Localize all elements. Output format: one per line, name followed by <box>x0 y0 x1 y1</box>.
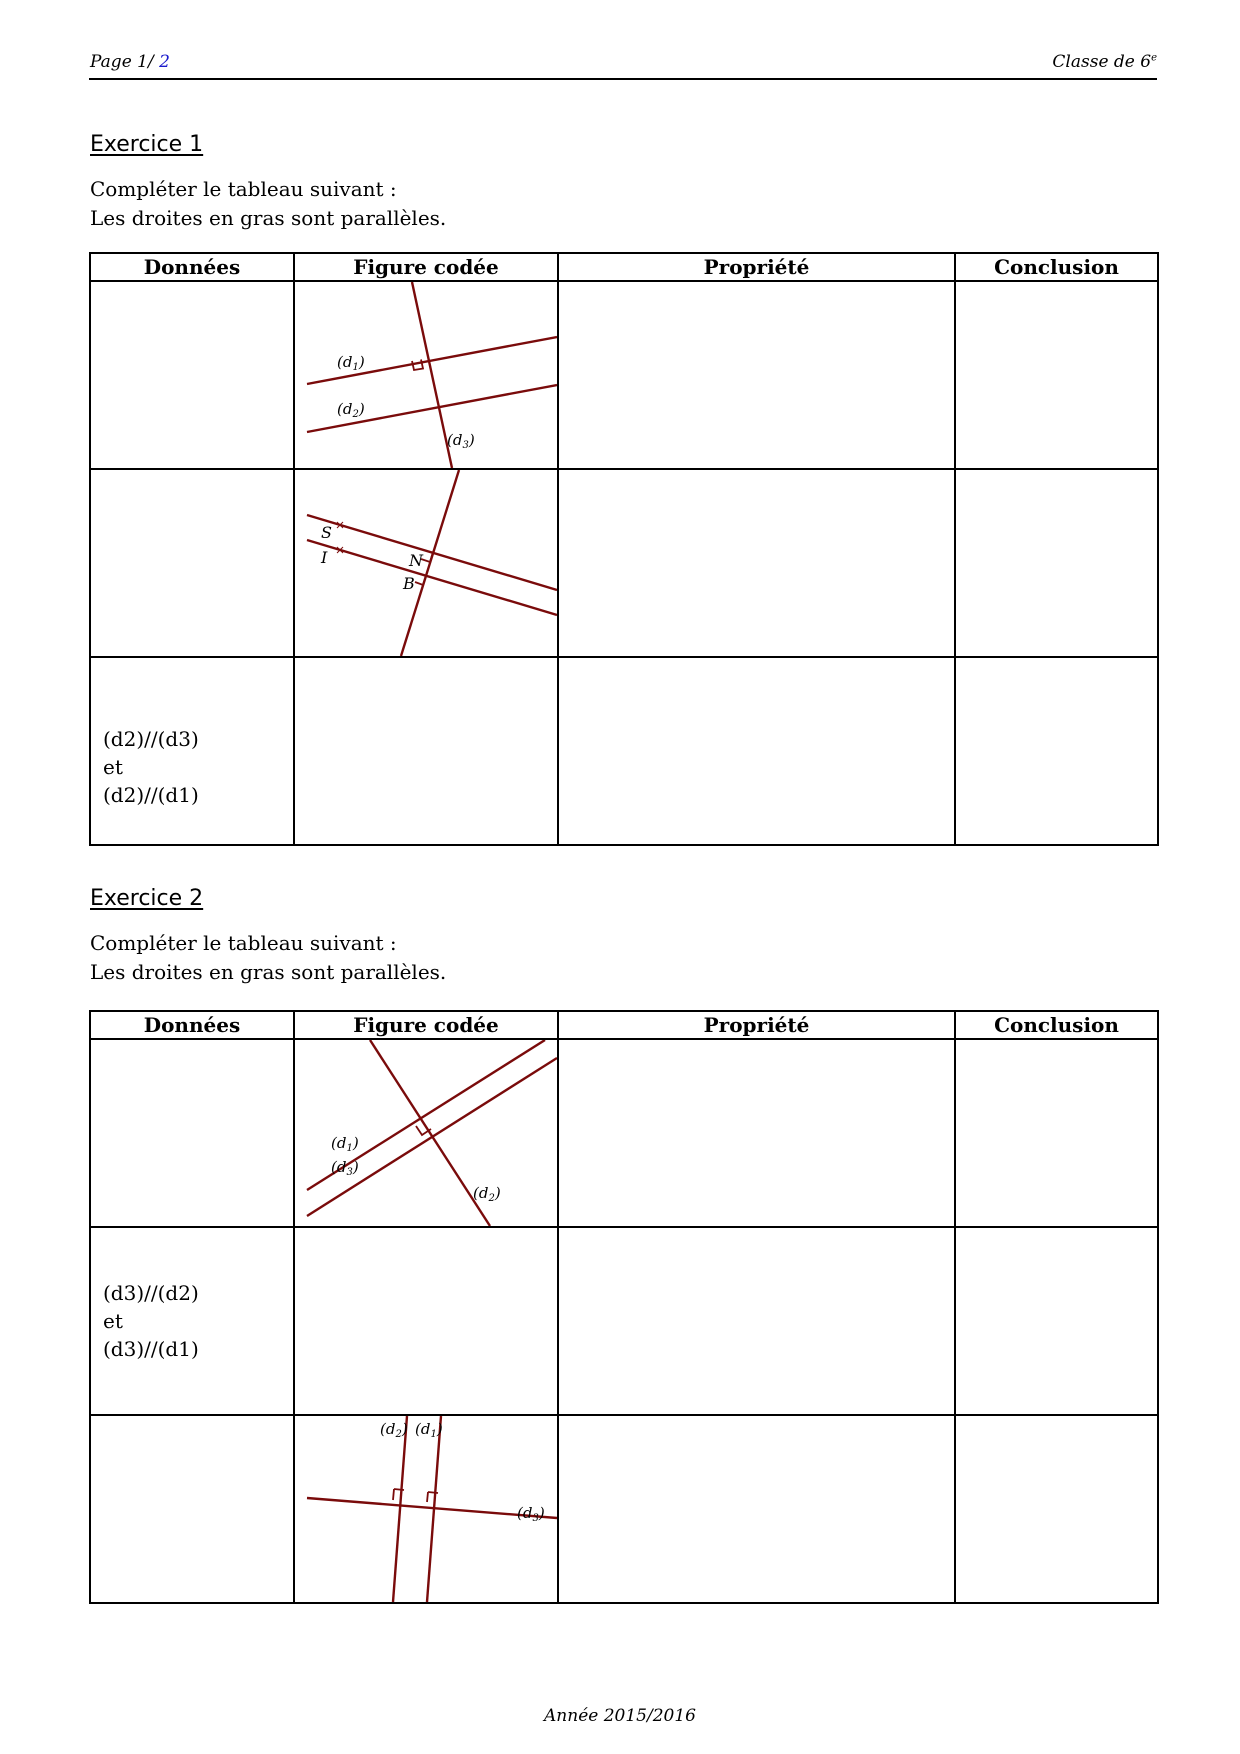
propriete-cell[interactable] <box>558 657 955 845</box>
table-row <box>90 281 1158 469</box>
header-rule <box>89 78 1157 80</box>
propriete-cell[interactable] <box>558 1415 955 1603</box>
label-point-b: B <box>403 574 415 593</box>
figure-oblique-lines <box>295 1040 557 1226</box>
table-row <box>90 1227 1158 1415</box>
column-header-figure: Figure codée <box>294 253 558 281</box>
page-number: Page 1/ 2 <box>90 52 170 72</box>
column-header-conclusion: Conclusion <box>955 253 1158 281</box>
label-d3: $(d_3)$ <box>447 431 475 451</box>
donnees-cell: (d2)//(d3) et (d2)//(d1) <box>90 657 294 845</box>
donnees-cell-empty[interactable] <box>90 281 294 469</box>
column-header-donnees: Données <box>90 1011 294 1039</box>
figure-cell-empty[interactable] <box>294 1227 558 1415</box>
propriete-cell[interactable] <box>558 1039 955 1227</box>
label-d2: $(d_2)$ <box>337 400 365 420</box>
figure-points-lines <box>295 470 557 656</box>
exercise-1-intro: Compléter le tableau suivant : Les droites en gras sont parallèles. <box>90 177 447 230</box>
propriete-cell[interactable] <box>558 1227 955 1415</box>
propriete-cell[interactable] <box>558 469 955 657</box>
label-d3: $(d_3)$ <box>331 1158 359 1178</box>
label-d1: $(d_1)$ <box>331 1134 359 1154</box>
figure-cell <box>294 469 558 657</box>
table-row <box>90 657 1158 845</box>
class-label: Classe de 6e <box>1052 52 1157 72</box>
label-point-i: I <box>321 548 328 567</box>
donnees-cell: (d3)//(d2) et (d3)//(d1) <box>90 1227 294 1415</box>
exercise-2-title: Exercice 2 <box>90 886 204 911</box>
donnees-cell-empty[interactable] <box>90 1039 294 1227</box>
column-header-figure: Figure codée <box>294 1011 558 1039</box>
exercise-2-intro: Compléter le tableau suivant : Les droites en gras sont parallèles. <box>90 931 447 984</box>
conclusion-cell[interactable] <box>955 1039 1158 1227</box>
column-header-propriete: Propriété <box>558 253 955 281</box>
conclusion-cell[interactable] <box>955 469 1158 657</box>
table-row <box>90 1039 1158 1227</box>
cross-marks <box>337 522 343 553</box>
propriete-cell[interactable] <box>558 281 955 469</box>
exercise-1-title: Exercice 1 <box>90 132 204 157</box>
label-d3: $(d_3)$ <box>517 1504 545 1524</box>
column-header-conclusion: Conclusion <box>955 1011 1158 1039</box>
figure-two-perpendiculars <box>295 1416 557 1602</box>
figure-cell <box>294 1039 558 1227</box>
label-d2: $(d_2)$ <box>473 1184 501 1204</box>
donnees-cell-empty[interactable] <box>90 1415 294 1603</box>
figure-cell <box>294 281 558 469</box>
figure-cell <box>294 1415 558 1603</box>
conclusion-cell[interactable] <box>955 1415 1158 1603</box>
label-point-s: S <box>321 523 332 542</box>
figure-perpendicular-parallel <box>295 282 557 468</box>
exercise-2-table <box>89 1010 1159 1604</box>
table-row <box>90 1415 1158 1603</box>
figure-cell-empty[interactable] <box>294 657 558 845</box>
conclusion-cell[interactable] <box>955 657 1158 845</box>
table-row <box>90 469 1158 657</box>
label-d1: $(d_1)$ <box>337 353 365 373</box>
exercise-1-table <box>89 252 1159 846</box>
label-point-n: N <box>409 551 423 570</box>
column-header-propriete: Propriété <box>558 1011 955 1039</box>
page-total-link[interactable]: 2 <box>159 52 170 72</box>
donnees-cell-empty[interactable] <box>90 469 294 657</box>
label-d1: $(d_1)$ <box>415 1420 443 1440</box>
column-header-donnees: Données <box>90 253 294 281</box>
conclusion-cell[interactable] <box>955 1227 1158 1415</box>
conclusion-cell[interactable] <box>955 281 1158 469</box>
label-d2: $(d_2)$ <box>380 1420 408 1440</box>
footer-year: Année 2015/2016 <box>544 1706 696 1726</box>
